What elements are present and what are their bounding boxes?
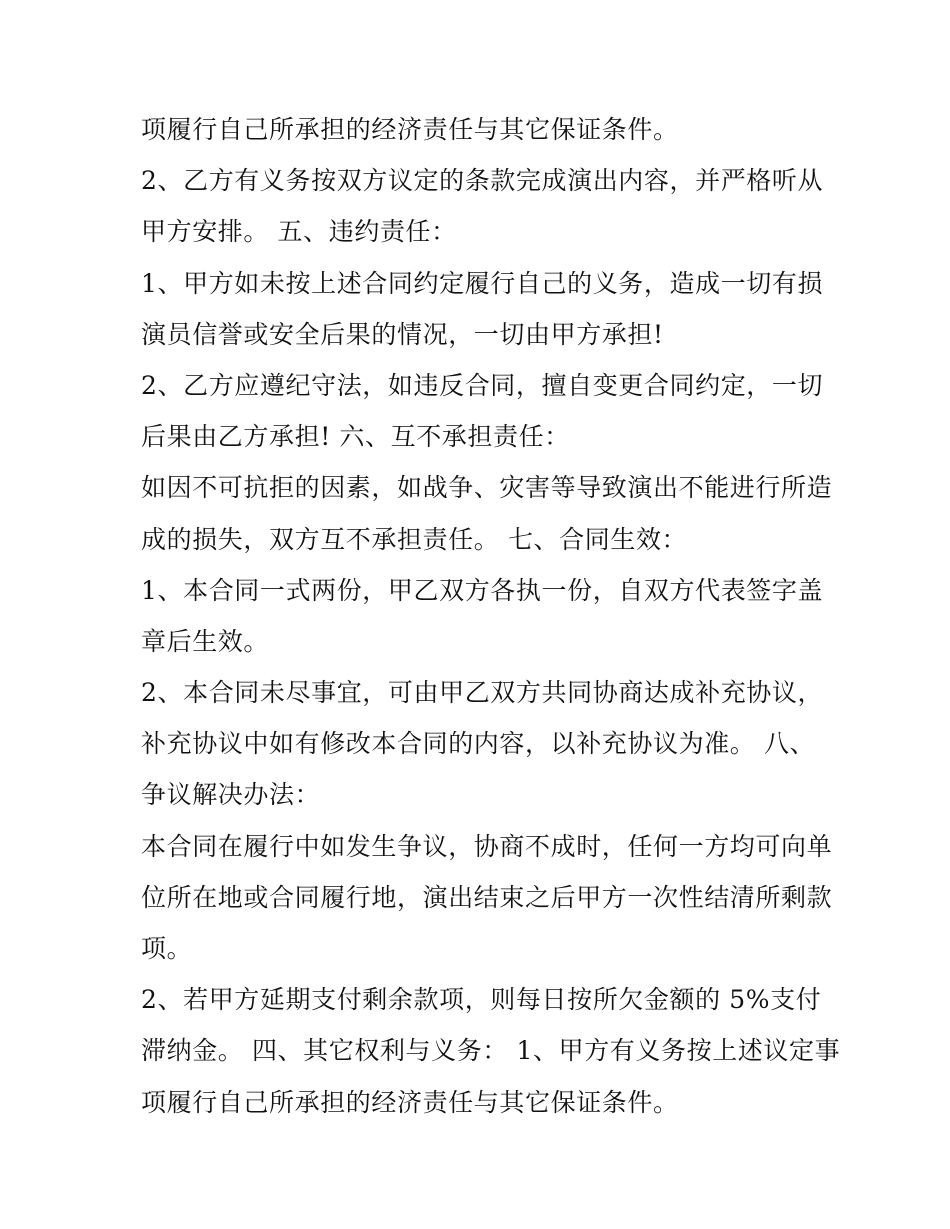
- text-line: 项履行自己所承担的经济责任与其它保证条件。: [141, 115, 679, 144]
- text-line: 补充协议中如有修改本合同的内容，以补充协议为准。 八、: [141, 729, 816, 759]
- text-line: 项。: [141, 934, 193, 963]
- text-line: 甲方安排。 五、违约责任：: [141, 217, 457, 247]
- text-line: 2、乙方应遵纪守法，如违反合同，擅自变更合同约定，一切: [141, 370, 824, 400]
- text-line: 2、本合同未尽事宜，可由甲乙双方共同协商达成补充协议，: [141, 678, 824, 708]
- text-line: 争议解决办法：: [141, 780, 321, 810]
- text-line: 本合同在履行中如发生争议，协商不成时，任何一方均可向单: [141, 831, 833, 861]
- text-line: 后果由乙方承担! 六、互不承担责任：: [141, 422, 570, 452]
- contract-text: [141, 104, 841, 1128]
- text-line: 项履行自己所承担的经济责任与其它保证条件。: [141, 1087, 679, 1117]
- text-line: 位所在地或合同履行地，演出结束之后甲方一次性结清所剩款: [141, 882, 833, 912]
- text-line: 成的损失，双方互不承担责任。 七、合同生效：: [141, 524, 688, 554]
- text-line: 滞纳金。 四、其它权利与义务： 1、甲方有义务按上述议定事: [141, 1036, 841, 1066]
- text-line: 章后生效。: [141, 626, 270, 656]
- text-line: 演员信誉或安全后果的情况，一切由甲方承担!: [141, 319, 664, 349]
- text-line: 2、若甲方延期支付剩余款项，则每日按所欠金额的 5%支付: [141, 985, 822, 1015]
- text-line: 如因不可抗拒的因素，如战争、灾害等导致演出不能进行所造: [141, 473, 833, 503]
- text-line: 1、甲方如未按上述合同约定履行自己的义务，造成一切有损: [141, 268, 824, 298]
- text-line: 2、乙方有义务按双方议定的条款完成演出内容，并严格听从: [141, 166, 824, 196]
- text-line: 1、本合同一式两份，甲乙双方各执一份，自双方代表签字盖: [141, 575, 824, 605]
